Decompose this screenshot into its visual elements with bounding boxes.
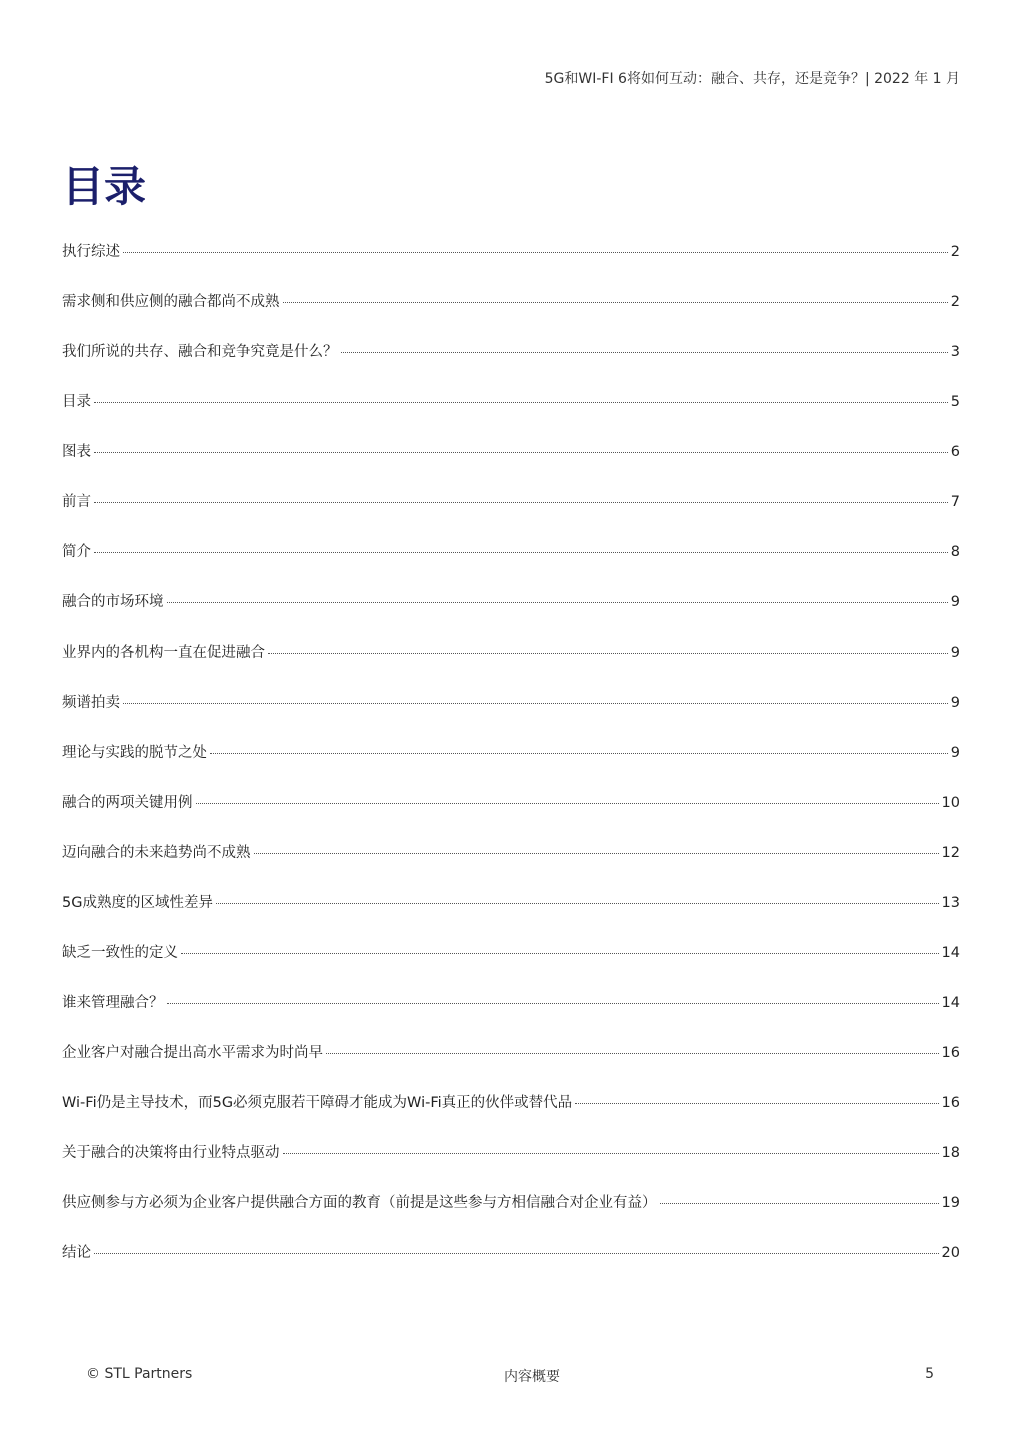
toc-dot-leader <box>167 602 948 603</box>
toc-dot-leader <box>196 803 939 804</box>
footer-copyright: © STL Partners <box>86 1366 193 1382</box>
toc-entry-page: 19 <box>941 1195 960 1212</box>
toc-dot-leader <box>210 753 948 754</box>
toc-entry-page: 12 <box>941 844 960 861</box>
toc-entry-title: 融合的市场环境 <box>62 594 164 611</box>
toc-entry[interactable] <box>62 340 960 390</box>
toc-dot-leader <box>94 1253 939 1254</box>
toc-entry[interactable] <box>62 891 960 941</box>
toc-entry-page: 5 <box>950 394 960 411</box>
toc-entry[interactable] <box>62 841 960 891</box>
toc-dot-leader <box>94 502 948 503</box>
toc-entry-title: 迈向融合的未来趋势尚不成熟 <box>62 844 251 861</box>
toc-dot-leader <box>254 853 939 854</box>
toc-entry-title: 前言 <box>62 494 91 511</box>
toc-entry-page: 10 <box>941 794 960 811</box>
toc-dot-leader <box>123 703 948 704</box>
toc-entry-page: 18 <box>941 1145 960 1162</box>
toc-entry-page: 2 <box>950 244 960 260</box>
toc-dot-leader <box>660 1203 939 1204</box>
toc-entry[interactable] <box>62 941 960 991</box>
toc-entry-page: 14 <box>941 944 960 961</box>
toc-entry-page: 6 <box>950 444 960 461</box>
toc-entry[interactable] <box>62 440 960 490</box>
toc-dot-leader <box>268 653 948 654</box>
toc-entry-page: 16 <box>941 1095 960 1112</box>
toc-entry-page: 14 <box>941 994 960 1011</box>
toc-entry[interactable] <box>62 390 960 440</box>
toc-entry-page: 2 <box>950 294 960 311</box>
toc-entry-title: Wi-Fi仍是主导技术，而5G必须克服若干障碍才能成为Wi-Fi真正的伙伴或替代品 <box>62 1095 573 1112</box>
toc-dot-leader <box>575 1103 938 1104</box>
toc-entry-title: 谁来管理融合？ <box>62 994 164 1011</box>
toc-entry[interactable] <box>62 1091 960 1141</box>
toc-dot-leader <box>94 402 948 403</box>
footer-page-number: 5 <box>925 1366 934 1382</box>
toc-entry-title: 简介 <box>62 544 91 561</box>
toc-entry[interactable] <box>62 1141 960 1191</box>
toc-entry[interactable] <box>62 290 960 340</box>
toc-entry-page: 7 <box>950 494 960 511</box>
toc-dot-leader <box>283 1153 939 1154</box>
toc-entry-page: 9 <box>950 744 960 761</box>
toc-dot-leader <box>123 252 948 253</box>
page-title: 目录 <box>62 162 147 211</box>
table-of-contents <box>62 240 960 1291</box>
toc-entry[interactable] <box>62 791 960 841</box>
toc-entry[interactable] <box>62 240 960 290</box>
toc-entry[interactable] <box>62 490 960 540</box>
toc-entry[interactable] <box>62 1241 960 1291</box>
toc-dot-leader <box>283 302 948 303</box>
toc-entry-page: 9 <box>950 594 960 611</box>
running-header: 5G和WI-FI 6将如何互动：融合、共存，还是竞争？| 2022 年 1 月 <box>544 71 960 87</box>
toc-entry-page: 8 <box>950 544 960 561</box>
toc-dot-leader <box>167 1003 939 1004</box>
toc-entry[interactable] <box>62 691 960 741</box>
toc-entry-title: 执行综述 <box>62 244 120 260</box>
toc-dot-leader <box>326 1053 939 1054</box>
toc-entry-page: 13 <box>941 894 960 911</box>
toc-entry[interactable] <box>62 1041 960 1091</box>
toc-dot-leader <box>94 452 948 453</box>
toc-entry-page: 9 <box>950 694 960 711</box>
toc-entry-page: 3 <box>950 344 960 361</box>
toc-dot-leader <box>216 903 939 904</box>
footer-section: 内容概要 <box>504 1369 560 1385</box>
toc-entry-title: 企业客户对融合提出高水平需求为时尚早 <box>62 1045 323 1061</box>
toc-entry-title: 缺乏一致性的定义 <box>62 944 178 961</box>
toc-entry-page: 9 <box>950 644 960 661</box>
toc-entry-page: 16 <box>941 1045 960 1061</box>
toc-dot-leader <box>94 552 948 553</box>
toc-entry[interactable] <box>62 991 960 1041</box>
toc-entry-title: 5G成熟度的区域性差异 <box>62 894 213 911</box>
toc-entry[interactable] <box>62 641 960 691</box>
toc-entry-title: 供应侧参与方必须为企业客户提供融合方面的教育（前提是这些参与方相信融合对企业有益） <box>62 1195 657 1212</box>
toc-entry-title: 图表 <box>62 444 91 461</box>
toc-entry-title: 融合的两项关键用例 <box>62 794 193 811</box>
toc-entry[interactable] <box>62 540 960 590</box>
toc-entry-title: 结论 <box>62 1245 91 1262</box>
toc-entry[interactable] <box>62 590 960 640</box>
toc-entry-page: 20 <box>941 1245 960 1262</box>
toc-entry[interactable] <box>62 1191 960 1241</box>
toc-entry-title: 业界内的各机构一直在促进融合 <box>62 644 265 661</box>
toc-entry[interactable] <box>62 741 960 791</box>
toc-dot-leader <box>341 352 948 353</box>
toc-entry-title: 我们所说的共存、融合和竞争究竟是什么？ <box>62 344 338 361</box>
toc-entry-title: 理论与实践的脱节之处 <box>62 744 207 761</box>
toc-entry-title: 需求侧和供应侧的融合都尚不成熟 <box>62 294 280 311</box>
toc-entry-title: 频谱拍卖 <box>62 694 120 711</box>
toc-dot-leader <box>181 953 939 954</box>
toc-entry-title: 目录 <box>62 394 91 411</box>
toc-entry-title: 关于融合的决策将由行业特点驱动 <box>62 1145 280 1162</box>
